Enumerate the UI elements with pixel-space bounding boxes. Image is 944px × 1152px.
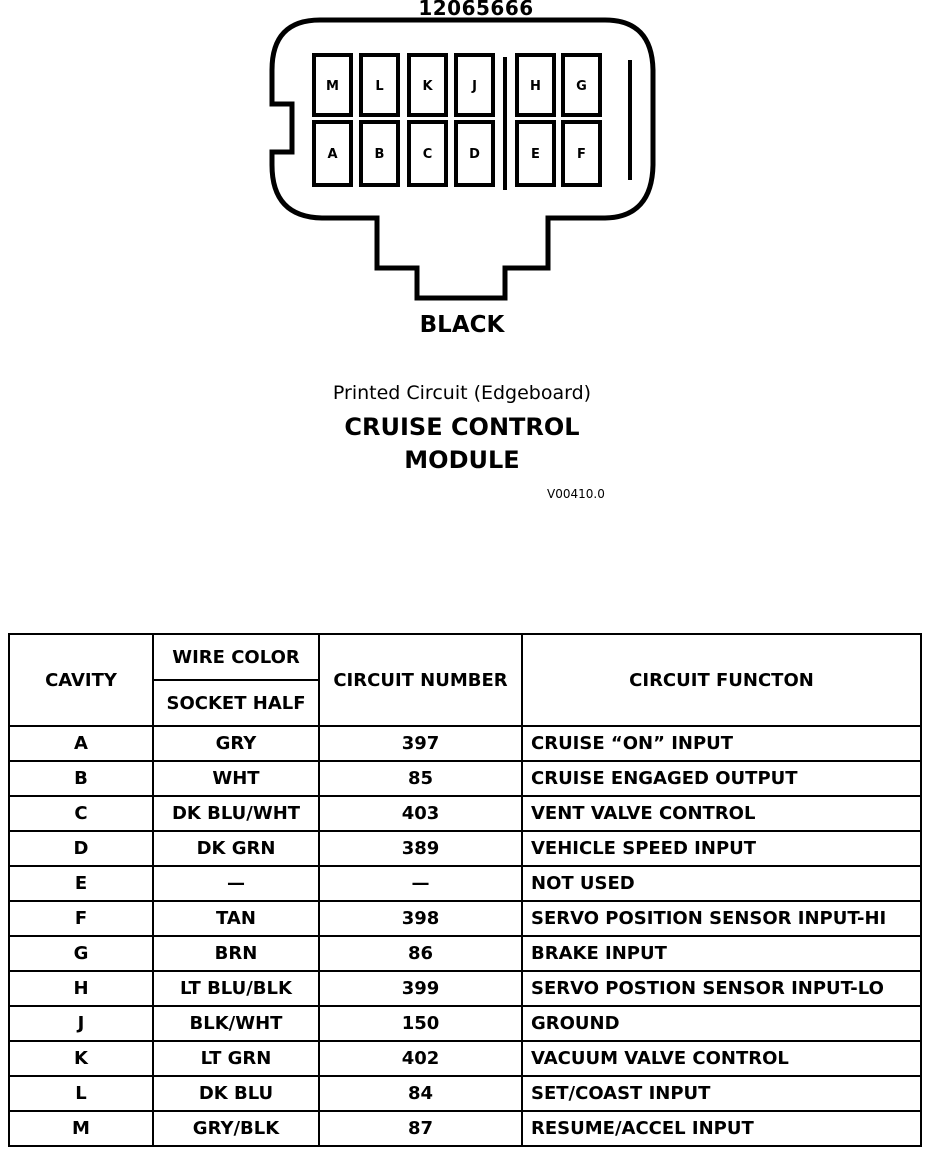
cell-wire-color: GRY/BLK — [153, 1111, 319, 1146]
cavity-label-d: D — [469, 147, 480, 162]
cavity-label-a: A — [327, 147, 338, 162]
table-row — [9, 866, 921, 901]
table-row — [9, 971, 921, 1006]
header-cavity: CAVITY — [9, 634, 153, 726]
cell-cavity: G — [9, 936, 153, 971]
cell-circuit-number: 403 — [319, 796, 522, 831]
table-row — [9, 936, 921, 971]
cavity-group — [314, 55, 600, 185]
cell-circuit-function: NOT USED — [522, 866, 921, 901]
cell-circuit-function: VEHICLE SPEED INPUT — [522, 831, 921, 866]
cell-circuit-function: CRUISE ENGAGED OUTPUT — [522, 761, 921, 796]
cell-circuit-number: 84 — [319, 1076, 522, 1111]
cell-circuit-number: 389 — [319, 831, 522, 866]
cell-wire-color: GRY — [153, 726, 319, 761]
cell-cavity: F — [9, 901, 153, 936]
cell-circuit-number: — — [319, 866, 522, 901]
cell-circuit-number: 399 — [319, 971, 522, 1006]
cell-circuit-number: 397 — [319, 726, 522, 761]
table-row — [9, 1006, 921, 1041]
cell-circuit-number: 150 — [319, 1006, 522, 1041]
cell-wire-color: — — [153, 866, 319, 901]
cell-circuit-function: CRUISE “ON” INPUT — [522, 726, 921, 761]
cell-cavity: B — [9, 761, 153, 796]
cell-circuit-function: BRAKE INPUT — [522, 936, 921, 971]
cell-wire-color: LT GRN — [153, 1041, 319, 1076]
cell-cavity: C — [9, 796, 153, 831]
cell-circuit-number: 86 — [319, 936, 522, 971]
connector-diagram — [0, 0, 944, 310]
cell-wire-color: TAN — [153, 901, 319, 936]
cell-wire-color: DK BLU/WHT — [153, 796, 319, 831]
cell-circuit-number: 85 — [319, 761, 522, 796]
cell-wire-color: WHT — [153, 761, 319, 796]
table-row — [9, 1076, 921, 1111]
table-row — [9, 761, 921, 796]
cell-wire-color: LT BLU/BLK — [153, 971, 319, 1006]
cell-wire-color: DK GRN — [153, 831, 319, 866]
cell-cavity: E — [9, 866, 153, 901]
header-wire-color: WIRE COLOR — [153, 634, 319, 680]
cell-circuit-number: 398 — [319, 901, 522, 936]
cell-circuit-function: SERVO POSITION SENSOR INPUT-HI — [522, 901, 921, 936]
cavity-label-j: J — [472, 79, 477, 94]
caption-title — [0, 411, 924, 477]
table-row — [9, 796, 921, 831]
cell-circuit-number: 87 — [319, 1111, 522, 1146]
pinout-table-body — [9, 726, 921, 1146]
cavity-label-k: K — [422, 79, 433, 94]
connector-part-number: 12065666 — [418, 0, 534, 20]
cell-circuit-function: SET/COAST INPUT — [522, 1076, 921, 1111]
cell-circuit-function: SERVO POSTION SENSOR INPUT-LO — [522, 971, 921, 1006]
cell-cavity: A — [9, 726, 153, 761]
table-row — [9, 831, 921, 866]
cell-cavity: H — [9, 971, 153, 1006]
cavity-label-c: C — [422, 147, 433, 162]
cell-wire-color: DK BLU — [153, 1076, 319, 1111]
table-row — [9, 1041, 921, 1076]
pinout-table — [8, 633, 922, 1147]
cavity-label-f: F — [577, 147, 586, 162]
cell-wire-color: BLK/WHT — [153, 1006, 319, 1041]
cavity-label-e: E — [531, 147, 540, 162]
connector-color-label: BLACK — [419, 312, 505, 338]
cell-wire-color: BRN — [153, 936, 319, 971]
table-row — [9, 1111, 921, 1146]
caption-title-line1: CRUISE CONTROL — [344, 413, 580, 441]
cell-cavity: D — [9, 831, 153, 866]
cavity-label-m: M — [326, 79, 339, 94]
caption-title-line2: MODULE — [404, 446, 520, 474]
cavity-label-b: B — [374, 147, 385, 162]
header-circuit-function: CIRCUIT FUNCTON — [522, 634, 921, 726]
cell-circuit-function: VACUUM VALVE CONTROL — [522, 1041, 921, 1076]
cell-cavity: K — [9, 1041, 153, 1076]
table-row — [9, 726, 921, 761]
reference-code: V00410.0 — [547, 487, 605, 501]
cell-circuit-number: 402 — [319, 1041, 522, 1076]
header-circuit-number: CIRCUIT NUMBER — [319, 634, 522, 726]
table-row — [9, 901, 921, 936]
cavity-label-h: H — [530, 79, 541, 94]
cell-cavity: L — [9, 1076, 153, 1111]
cell-circuit-function: VENT VALVE CONTROL — [522, 796, 921, 831]
cell-circuit-function: RESUME/ACCEL INPUT — [522, 1111, 921, 1146]
cavity-label-l: L — [375, 79, 384, 94]
caption-subtitle: Printed Circuit (Edgeboard) — [332, 382, 592, 404]
cavity-label-g: G — [576, 79, 587, 94]
cell-cavity: J — [9, 1006, 153, 1041]
header-socket-half: SOCKET HALF — [153, 680, 319, 726]
cell-circuit-function: GROUND — [522, 1006, 921, 1041]
cell-cavity: M — [9, 1111, 153, 1146]
